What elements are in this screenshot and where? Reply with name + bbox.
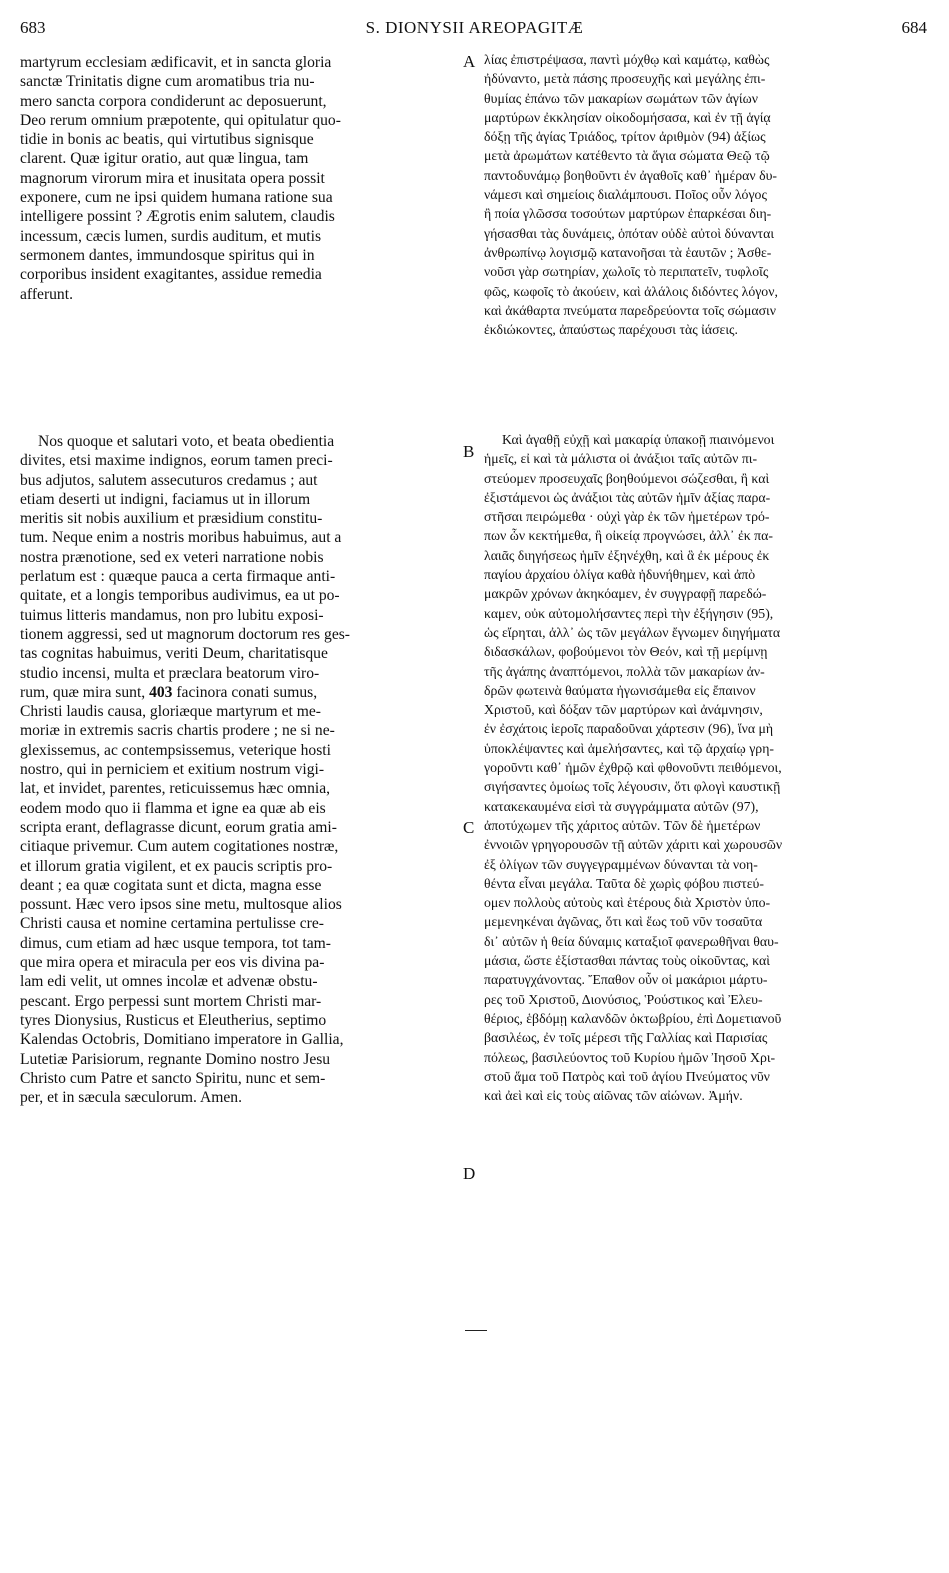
text-line: στεύομεν προσευχαῖς βοηθούμενοι σώζεσθαι, ἢ καὶ [484, 470, 770, 486]
text-line: tyres Dionysius, Rusticus et Eleutherius, septimo [20, 1011, 327, 1029]
text-line: θέριος, ἑβδόμῃ καλανδῶν ὀκτωβρίου, ἐπὶ Δομετιανοῦ [484, 1010, 782, 1026]
text-line: martyrum ecclesiam ædificavit, et in sancta gloria [20, 54, 332, 71]
text-line: πόλεως, βασιλεύοντος τοῦ Κυρίου ἡμῶν Ἰησοῦ Χρι- [484, 1049, 776, 1065]
text-line: κατακεκαυμένα εἰσὶ τὰ συγγράμματα αὐτῶν (97), [484, 798, 759, 814]
text-line: νάμεσι καὶ σημείοις διαλάμπουσι. Ποῖος οὖν λόγος [484, 187, 767, 203]
text-line: intelligere possint ? Ægrotis enim salutem, claudis [20, 208, 335, 226]
text-line: καὶ ἀεὶ καὶ εἰς τοὺς αἰῶνας τῶν αἰώνων. Ἀμήν. [484, 1088, 743, 1104]
latin-paragraph-1 [20, 53, 462, 304]
text-line: quitate, et a longis temporibus audivimus, ea ut po- [20, 587, 340, 605]
text-line: lam edi velit, ut omnes incolæ et advenæ obstu- [20, 973, 318, 991]
text-line: meritis sit nobis auxilium et præsidium constitu- [20, 510, 323, 528]
text-line: παρατυγχάνοντας. Ἔπαθον οὖν οἱ μακάριοι μάρτυ- [484, 972, 768, 988]
text-line: ἀνθρωπίνῳ λογισμῷ κατανοῆσαι τὰ ἑαυτῶν ; Ἀσθε- [484, 244, 772, 260]
text-line: λίας ἐπιστρέψασα, παντὶ μόχθῳ καὶ καμάτῳ, καθὼς [484, 52, 770, 67]
text-line: lat, et invidet, parentes, reticuissemus hæc omnia, [20, 780, 331, 798]
text-line: Deo rerum omnium præpotente, qui opitulatur quo- [20, 111, 341, 129]
text-line: σιγήσαντες ὁμοίως τοῖς λέγουσιν, ὅτι φλογὶ καυστικῇ [484, 779, 781, 795]
text-line: Καὶ ἀγαθῇ εὐχῇ καὶ μακαρίᾳ ὑπακοῇ πιαινόμενοι [502, 432, 775, 447]
text-line: Nos quoque et salutari voto, et beata obedientia [38, 433, 335, 450]
text-line: μάσια, ὥστε ἐξίστασθαι πάντας τοὺς οἰκοῦντας, καὶ [484, 953, 770, 969]
text-line: que mira opera et miracula per eos vis divina pa- [20, 954, 325, 972]
right-page-number: 684 [901, 18, 927, 37]
text-line: tum. Neque enim a nostris moribus habuimus, aut a [20, 529, 342, 547]
text-line: δρῶν φωτεινὰ θαύματα ἠγωνισάμεθα εἰς ἔπαινον [484, 682, 756, 698]
text-line: στῆσαι πειρώμεθα · οὐχὶ γὰρ ἐκ τῶν ἡμετέρων τρό- [484, 509, 770, 525]
text-line: pescant. Ergo perpessi sunt mortem Christi mar- [20, 992, 322, 1010]
text-line: scripta erant, deflagrasse dicunt, eorum gratia ami- [20, 818, 337, 836]
text-line: ομεν πολλοὺς αὐτοὺς καὶ ἑτέρους διὰ Χριστὸν ὑπο- [484, 895, 771, 911]
text-line: sanctæ Trinitatis digne cum aromatibus tria nu- [20, 73, 315, 91]
end-rule [465, 1330, 487, 1331]
text-line: corporibus insident exagitantes, assidue remedia [20, 266, 322, 284]
text-line: clarent. Quæ igitur oratio, aut quæ lingua, tam [20, 150, 309, 168]
margin-letter-d: D [463, 1164, 476, 1183]
greek-paragraph-2 [484, 430, 932, 1105]
text-line: sermonem dantes, immundosque spiritus qui in [20, 246, 315, 264]
text-line: διδασκάλων, φοβούμενοι τὸν Θεόν, καὶ τῇ μερίμνῃ [484, 644, 768, 660]
text-line: Christi laudis causa, gloriæque martyrum et me- [20, 703, 321, 721]
text-line: νοῦσι γὰρ σωτηρίαν, χωλοῖς τὸ περιπατεῖν, τυφλοῖς [484, 264, 769, 280]
text-line: tas cognitas habuimus, veriti Deum, charitatisque [20, 645, 328, 663]
text-line: studio incensi, multa et præclara beatorum viro- [20, 664, 320, 682]
text-line: nostra prænotione, sed ex veteri narratione nobis [20, 548, 324, 566]
text-line: θυμίας ἐπάνω τῶν μακαρίων σωμάτων τῶν ἁγίων [484, 90, 758, 106]
text-line: ἐξιστάμενοι ὡς ἀνάξιοι τὰς αὐτῶν ἡμῖν ἀξίας παρα- [484, 489, 771, 505]
text-line: ἐξ ὀλίγων τῶν συγγεγραμμένων δύνανται τὰ νοη- [484, 856, 758, 872]
text-line: παγίου ἀρχαίου ὀλίγα καθὰ ἠδυνήθημεν, καὶ ἀπὸ [484, 567, 756, 583]
text-line: ὑποκλέψαντες καὶ ἀμελήσαντες, καὶ τῷ ἀρχαίῳ γρη- [484, 740, 775, 756]
text-line: citiaque privemur. Cum autem cogitationes nostræ, [20, 838, 339, 856]
text-line: eodem modo quo ii flamma et igne ea quæ ab eis [20, 799, 326, 817]
greek-paragraph-1 [484, 50, 932, 339]
text-fragment: rum, quæ mira sunt, [20, 683, 150, 701]
text-line: Kalendas Octobris, Domitiano imperatore in Gallia, [20, 1031, 344, 1049]
text-line: et illorum gratia vigilent, et ex paucis scriptis pro- [20, 857, 333, 875]
text-line: possunt. Hæc vero ipsos sine metu, multosque alios [20, 896, 342, 914]
text-line: dimus, cum etiam ad hæc usque tempora, tot tam- [20, 934, 331, 952]
left-page-number: 683 [20, 18, 46, 37]
text-line: ἐκδιώκοντες, ἀπαύστως παρέχουσι τὰς ἰάσεις. [484, 322, 738, 338]
running-title: S. DIONYSII AREOPAGITÆ [365, 18, 584, 37]
text-line: γήσασθαι τὰς δυνάμεις, ὁπόταν οὐδὲ αὐτοὶ δύνανται [484, 225, 775, 241]
text-line: ρες τοῦ Χριστοῦ, Διονύσιος, Ῥούστικος καὶ Ἐλευ- [484, 991, 763, 1007]
text-line: magnorum virorum mira et inusitata opera possit [20, 169, 325, 187]
text-line: τῆς ἀγάπης ἀναπτόμενοι, πολλὰ τῶν μακαρίων ἀν- [484, 663, 765, 679]
text-line: Lutetiæ Parisiorum, regnante Domino nostro Jesu [20, 1050, 331, 1068]
text-line: etiam deserti ut indigni, faciamus ut in illorum [20, 490, 311, 508]
text-line: exponere, cum ne ipsi quidem humana ratione sua [20, 189, 333, 207]
text-line: στοῦ ἅμα τοῦ Πατρὸς καὶ τοῦ ἁγίου Πνεύματος νῦν [484, 1068, 770, 1084]
text-line [20, 683, 462, 702]
text-line: tidie in bonis ac beatis, qui virtutibus signisque [20, 131, 314, 149]
text-line: δι᾽ αὐτῶν ἡ θεία δύναμις καταξιοῖ φανερωθῆναι θαυ- [484, 933, 779, 949]
text-line: ἢ ποία γλῶσσα τοσούτων μαρτύρων ἐπαρκέσαι διη- [484, 206, 772, 222]
text-line: bus adjutos, salutem assecuturos credamus ; aut [20, 471, 318, 489]
text-line: tuimus litteris mandamus, non pro lubitu exposi- [20, 606, 324, 624]
text-line: μαρτύρων ἐκκλησίαν οἰκοδομήσασα, καὶ ἐν τῇ ἁγίᾳ [484, 109, 771, 125]
text-line: καὶ ἀκάθαρτα πνεύματα παρεδρεύοντα τοῖς σώμασιν [484, 302, 776, 318]
margin-letter-b: B [463, 442, 475, 461]
text-line: ἠδύναντο, μετὰ πάσης προσευχῆς καὶ μεγάλης ἐπι- [484, 71, 766, 87]
text-line: ὡς εἴρηται, ἀλλ᾽ ὡς τῶν μεγάλων ἔγνωμεν διηγήματα [484, 624, 781, 640]
text-line: divites, etsi maxime indignos, eorum tamen preci- [20, 452, 333, 470]
text-line: Christo cum Patre et sancto Spiritu, nunc et sem- [20, 1069, 326, 1087]
text-line: per, et in sæcula sæculorum. Amen. [20, 1089, 242, 1107]
text-line: tionem aggressi, sed ut magnorum doctorum res ges- [20, 625, 350, 643]
text-line: καμεν, οὐκ αὐτομολήσαντες περὶ τὴν ἐξήγησιν (95), [484, 605, 774, 621]
text-line: φῶς, κωφοῖς τὸ ἀκούειν, καὶ ἀλάλοις διδόντες λόγον, [484, 283, 778, 299]
text-line: μακρῶν χρόνων ἀκηκόαμεν, ἐν συγγραφῇ παρεδώ- [484, 586, 767, 602]
text-line: πων ὧν κεκτήμεθα, ἢ οἰκείᾳ προγνώσει, ἀλλ᾽ ἐκ πα- [484, 528, 773, 544]
text-line: deant ; ea quæ cogitata sunt et dicta, magna esse [20, 876, 322, 894]
text-line: glexissemus, ac contempsissemus, veterique hosti [20, 741, 331, 759]
margin-letter-c: C [463, 818, 475, 837]
text-line: nostro, qui in perniciem et exitium nostrum vigi- [20, 761, 325, 779]
text-line: γοροῦντι καθ᾽ ἡμῶν ἐχθρῷ καὶ φθονοῦντι πειθόμενοι, [484, 760, 782, 776]
column-marker: 403 [149, 683, 173, 701]
text-line: ἐν ἐσχάτοις ἱεροῖς παραδοῦναι χάρτεσιν (96), ἵνα μὴ [484, 721, 774, 737]
text-line: ἡμεῖς, εἰ καὶ τὰ μάλιστα οἱ ἀνάξιοι ταῖς αὐτῶν πι- [484, 451, 758, 467]
text-line: δόξῃ τῆς ἁγίας Τριάδος, τρίτον ἀριθμὸν (94) ἀξίως [484, 129, 766, 145]
text-line: ἀποτύχωμεν τῆς χάριτος αὐτῶν. Τῶν δὲ ἡμετέρων [484, 817, 761, 833]
text-line: μετὰ ἀρωμάτων κατέθεντο τὰ ἅγια σώματα Θεῷ τῷ [484, 148, 770, 164]
text-line: afferunt. [20, 285, 73, 303]
text-line: παντοδυνάμῳ βοηθοῦντι ἐν ἀγαθοῖς καθ᾽ ἡμέραν δυ- [484, 167, 778, 183]
text-line: perlatum est : quæque pauca a certa firmaque anti- [20, 568, 336, 586]
margin-letter-a: A [463, 52, 476, 71]
text-line: mero sancta corpora condiderunt ac deposuerunt, [20, 92, 327, 110]
text-line: λαιᾶς διηγήσεως ἡμῖν ἐξηνέχθη, καὶ ἃ ἐκ μέρους ἐκ [484, 547, 770, 563]
text-line: incessum, cæcis lumen, surdis auditum, et mutis [20, 227, 322, 245]
text-line: βασιλέως, ἐν τοῖς μέρεσι τῆς Γαλλίας καὶ Παρισίας [484, 1030, 768, 1046]
text-line: μεμενηκέναι ἀγῶνας, ὅτι καὶ ἕως τοῦ νῦν τοσαῦτα [484, 914, 763, 930]
latin-paragraph-2 [20, 432, 462, 1107]
text-fragment: facinora conati sumus, [172, 683, 318, 701]
text-line: θέντα εἶναι μεγάλα. Ταῦτα δὲ χωρὶς φόβου πιστεύ- [484, 875, 764, 891]
text-line: ἐννοιῶν γρηγορουσῶν τῇ αὐτῶν χάριτι καὶ χωρουσῶν [484, 837, 783, 853]
text-line: Christi causa et nomine certamina pertulisse cre- [20, 915, 324, 933]
text-line: moriæ in extremis sacris chartis prodere ; ne si ne- [20, 722, 335, 740]
text-line: Χριστοῦ, καὶ δόξαν τῶν μαρτύρων καὶ ἀνάμνησιν, [484, 702, 763, 718]
